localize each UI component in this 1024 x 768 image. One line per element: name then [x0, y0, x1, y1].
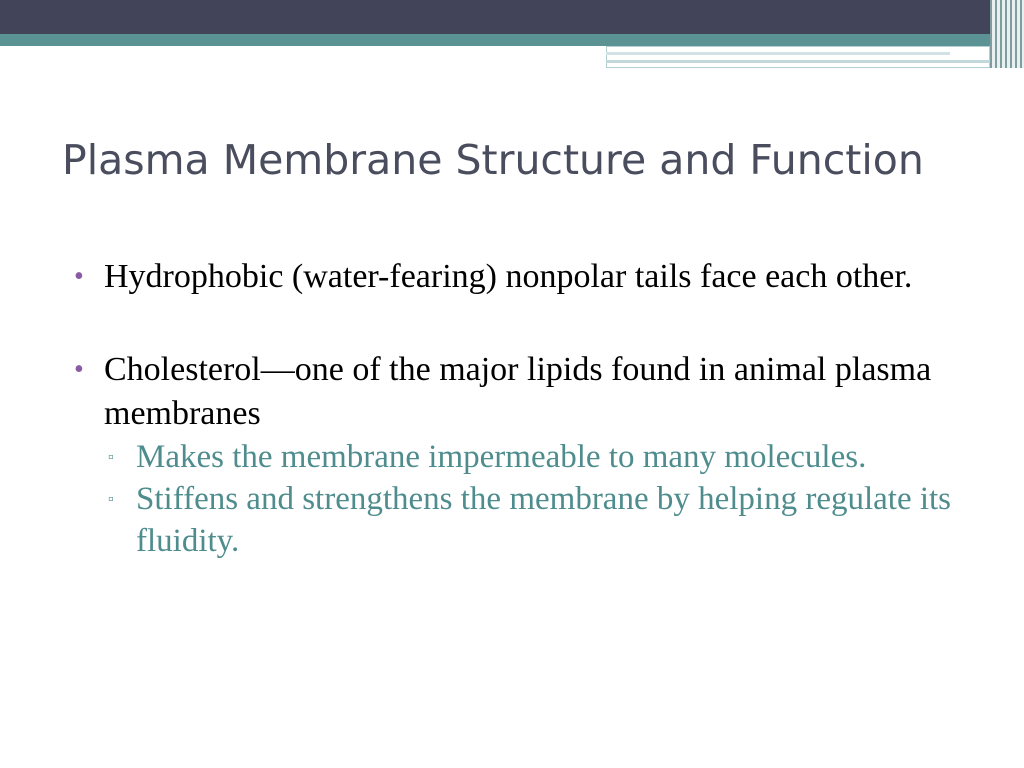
slide-body — [74, 255, 974, 562]
header-stripes-decoration — [990, 0, 1024, 68]
bullet-spacer — [74, 299, 974, 348]
header-accent-line — [606, 52, 950, 55]
bullet-item — [74, 255, 974, 299]
header-accent-line — [606, 60, 990, 63]
bullet-item — [74, 348, 974, 562]
sub-bullet-marker: ▫ — [108, 449, 114, 466]
sub-bullet-item — [104, 436, 974, 478]
sub-bullet-text: Makes the membrane impermeable to many molecules. — [136, 439, 867, 475]
sub-bullet-list — [104, 436, 974, 562]
bullet-marker: • — [74, 354, 84, 385]
header-accent-box — [606, 46, 990, 68]
bullet-text: Hydrophobic (water-fearing) nonpolar tails face each other. — [104, 258, 913, 295]
bullet-text: Cholesterol—one of the major lipids found in animal plasma membranes — [104, 351, 932, 432]
sub-bullet-text: Stiffens and strengthens the membrane by helping regulate its fluidity. — [136, 481, 952, 559]
slide-title: Plasma Membrane Structure and Function — [62, 136, 924, 184]
header-bar — [0, 0, 1024, 34]
bullet-marker: • — [74, 261, 84, 292]
header-accent-band — [0, 34, 1024, 46]
sub-bullet-item — [104, 478, 974, 562]
sub-bullet-marker: ▫ — [108, 491, 114, 508]
